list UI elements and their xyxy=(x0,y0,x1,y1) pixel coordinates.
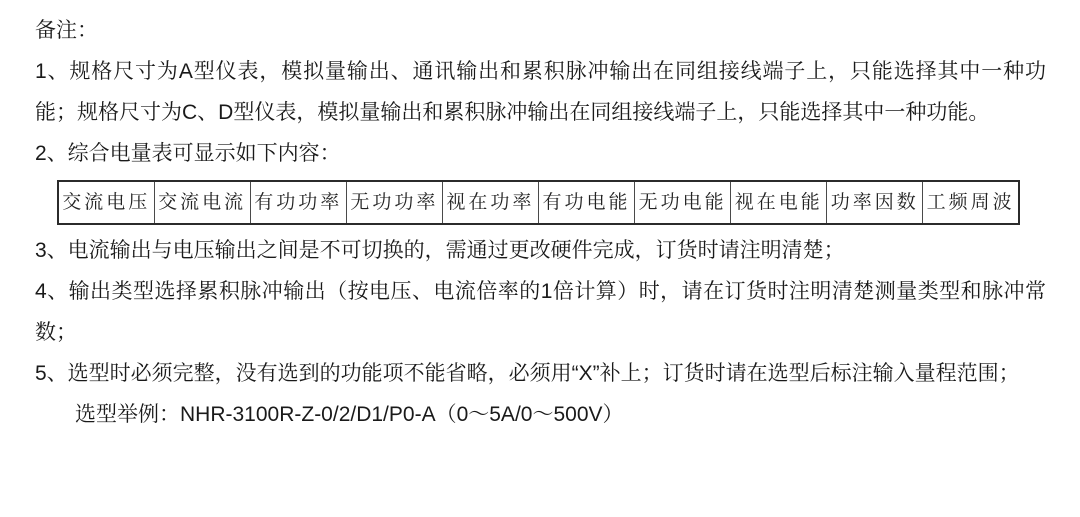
table-cell-active-energy: 有功电能 xyxy=(538,181,634,224)
note-5: 5、选型时必须完整，没有选到的功能项不能省略，必须用“X”补上；订货时请在选型后标注输入量程范围； xyxy=(35,362,1020,385)
table-cell-ac-current: 交流电流 xyxy=(154,181,250,224)
table-cell-apparent-power: 视在功率 xyxy=(442,181,538,224)
ordering-example-line: 选型举例：NHR-3100R-Z-0/2/D1/P0-A（0～5A/0～500V） xyxy=(75,403,624,426)
table-cell-power-factor: 功率因数 xyxy=(827,181,923,224)
table-cell-active-power: 有功功率 xyxy=(250,181,346,224)
table-cell-ac-voltage: 交流电压 xyxy=(58,181,154,224)
display-items-table xyxy=(57,180,1020,225)
note-4: 4、输出类型选择累积脉冲输出（按电压、电流倍率的1倍计算）时，请在订货时注明清楚测量类型和脉冲常数； xyxy=(35,280,1046,344)
notes-title: 备注： xyxy=(35,19,98,42)
display-items-row xyxy=(58,181,1019,224)
table-cell-reactive-energy: 无功电能 xyxy=(635,181,731,224)
table-cell-apparent-energy: 视在电能 xyxy=(731,181,827,224)
note-1: 1、规格尺寸为A型仪表，模拟量输出、通讯输出和累积脉冲输出在同组接线端子上，只能选择其中一种功能；规格尺寸为C、D型仪表，模拟量输出和累积脉冲输出在同组接线端子上，只能选择其中一种功能。 xyxy=(35,60,1046,124)
table-cell-frequency: 工频周波 xyxy=(923,181,1019,224)
table-cell-reactive-power: 无功功率 xyxy=(346,181,442,224)
note-3: 3、电流输出与电压输出之间是不可切换的，需通过更改硬件完成，订货时请注明清楚； xyxy=(35,239,845,262)
note-2: 2、综合电量表可显示如下内容： xyxy=(35,142,341,165)
